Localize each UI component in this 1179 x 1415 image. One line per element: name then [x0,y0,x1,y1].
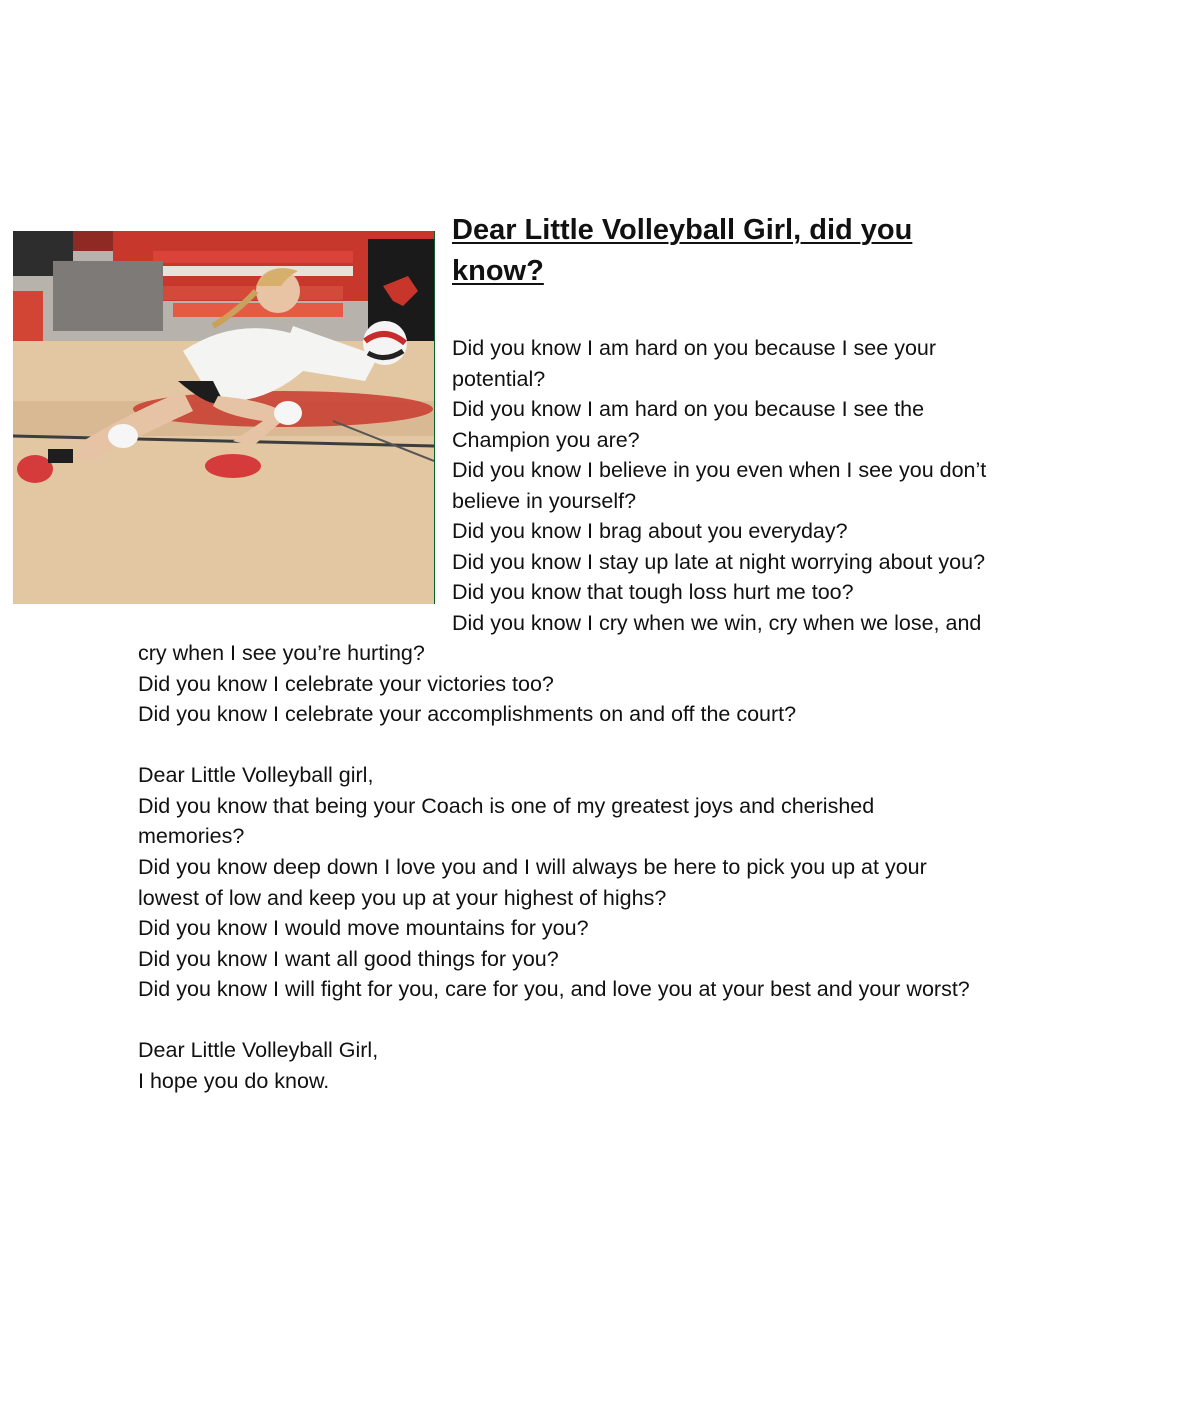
body-line: lowest of low and keep you up at your highest of highs? [138,886,667,910]
body-line: Did you know deep down I love you and I will always be here to pick you up at your [138,855,927,879]
body-line: memories? [138,824,245,848]
body-line: Dear Little Volleyball girl, [138,763,374,787]
body-line: cry when I see you’re hurting? [138,641,425,665]
body-line: Dear Little Volleyball Girl, [138,1038,379,1062]
body-line: Did you know I will fight for you, care for you, and love you at your best and your worst? [138,977,970,1001]
body-line: Did you know that being your Coach is one of my greatest joys and cherished [138,794,875,818]
body-line: Did you know I believe in you even when I see you don’t [452,458,987,482]
volleyball-player-photo [13,231,434,604]
body-line: Did you know I am hard on you because I see your [452,336,937,360]
body-line: Did you know I cry when we win, cry when we lose, and [452,611,982,635]
body-line: Champion you are? [452,428,640,452]
body-line: Did you know I am hard on you because I see the [452,397,925,421]
body-line: Did you know I want all good things for you? [138,947,559,971]
body-line: potential? [452,367,546,391]
body-line: Did you know I celebrate your victories too? [138,672,554,696]
body-line: Did you know I stay up late at night worrying about you? [452,550,986,574]
page-title: Dear Little Volleyball Girl, did you know? [452,214,913,287]
body-line: Did you know that tough loss hurt me too? [452,580,854,604]
body-line: Did you know I would move mountains for you? [138,916,589,940]
image-border-line [434,231,435,604]
body-line: Did you know I brag about you everyday? [452,519,848,543]
body-line: I hope you do know. [138,1069,330,1093]
body-line: Did you know I celebrate your accomplishments on and off the court? [138,702,797,726]
body-line: believe in yourself? [452,489,637,513]
